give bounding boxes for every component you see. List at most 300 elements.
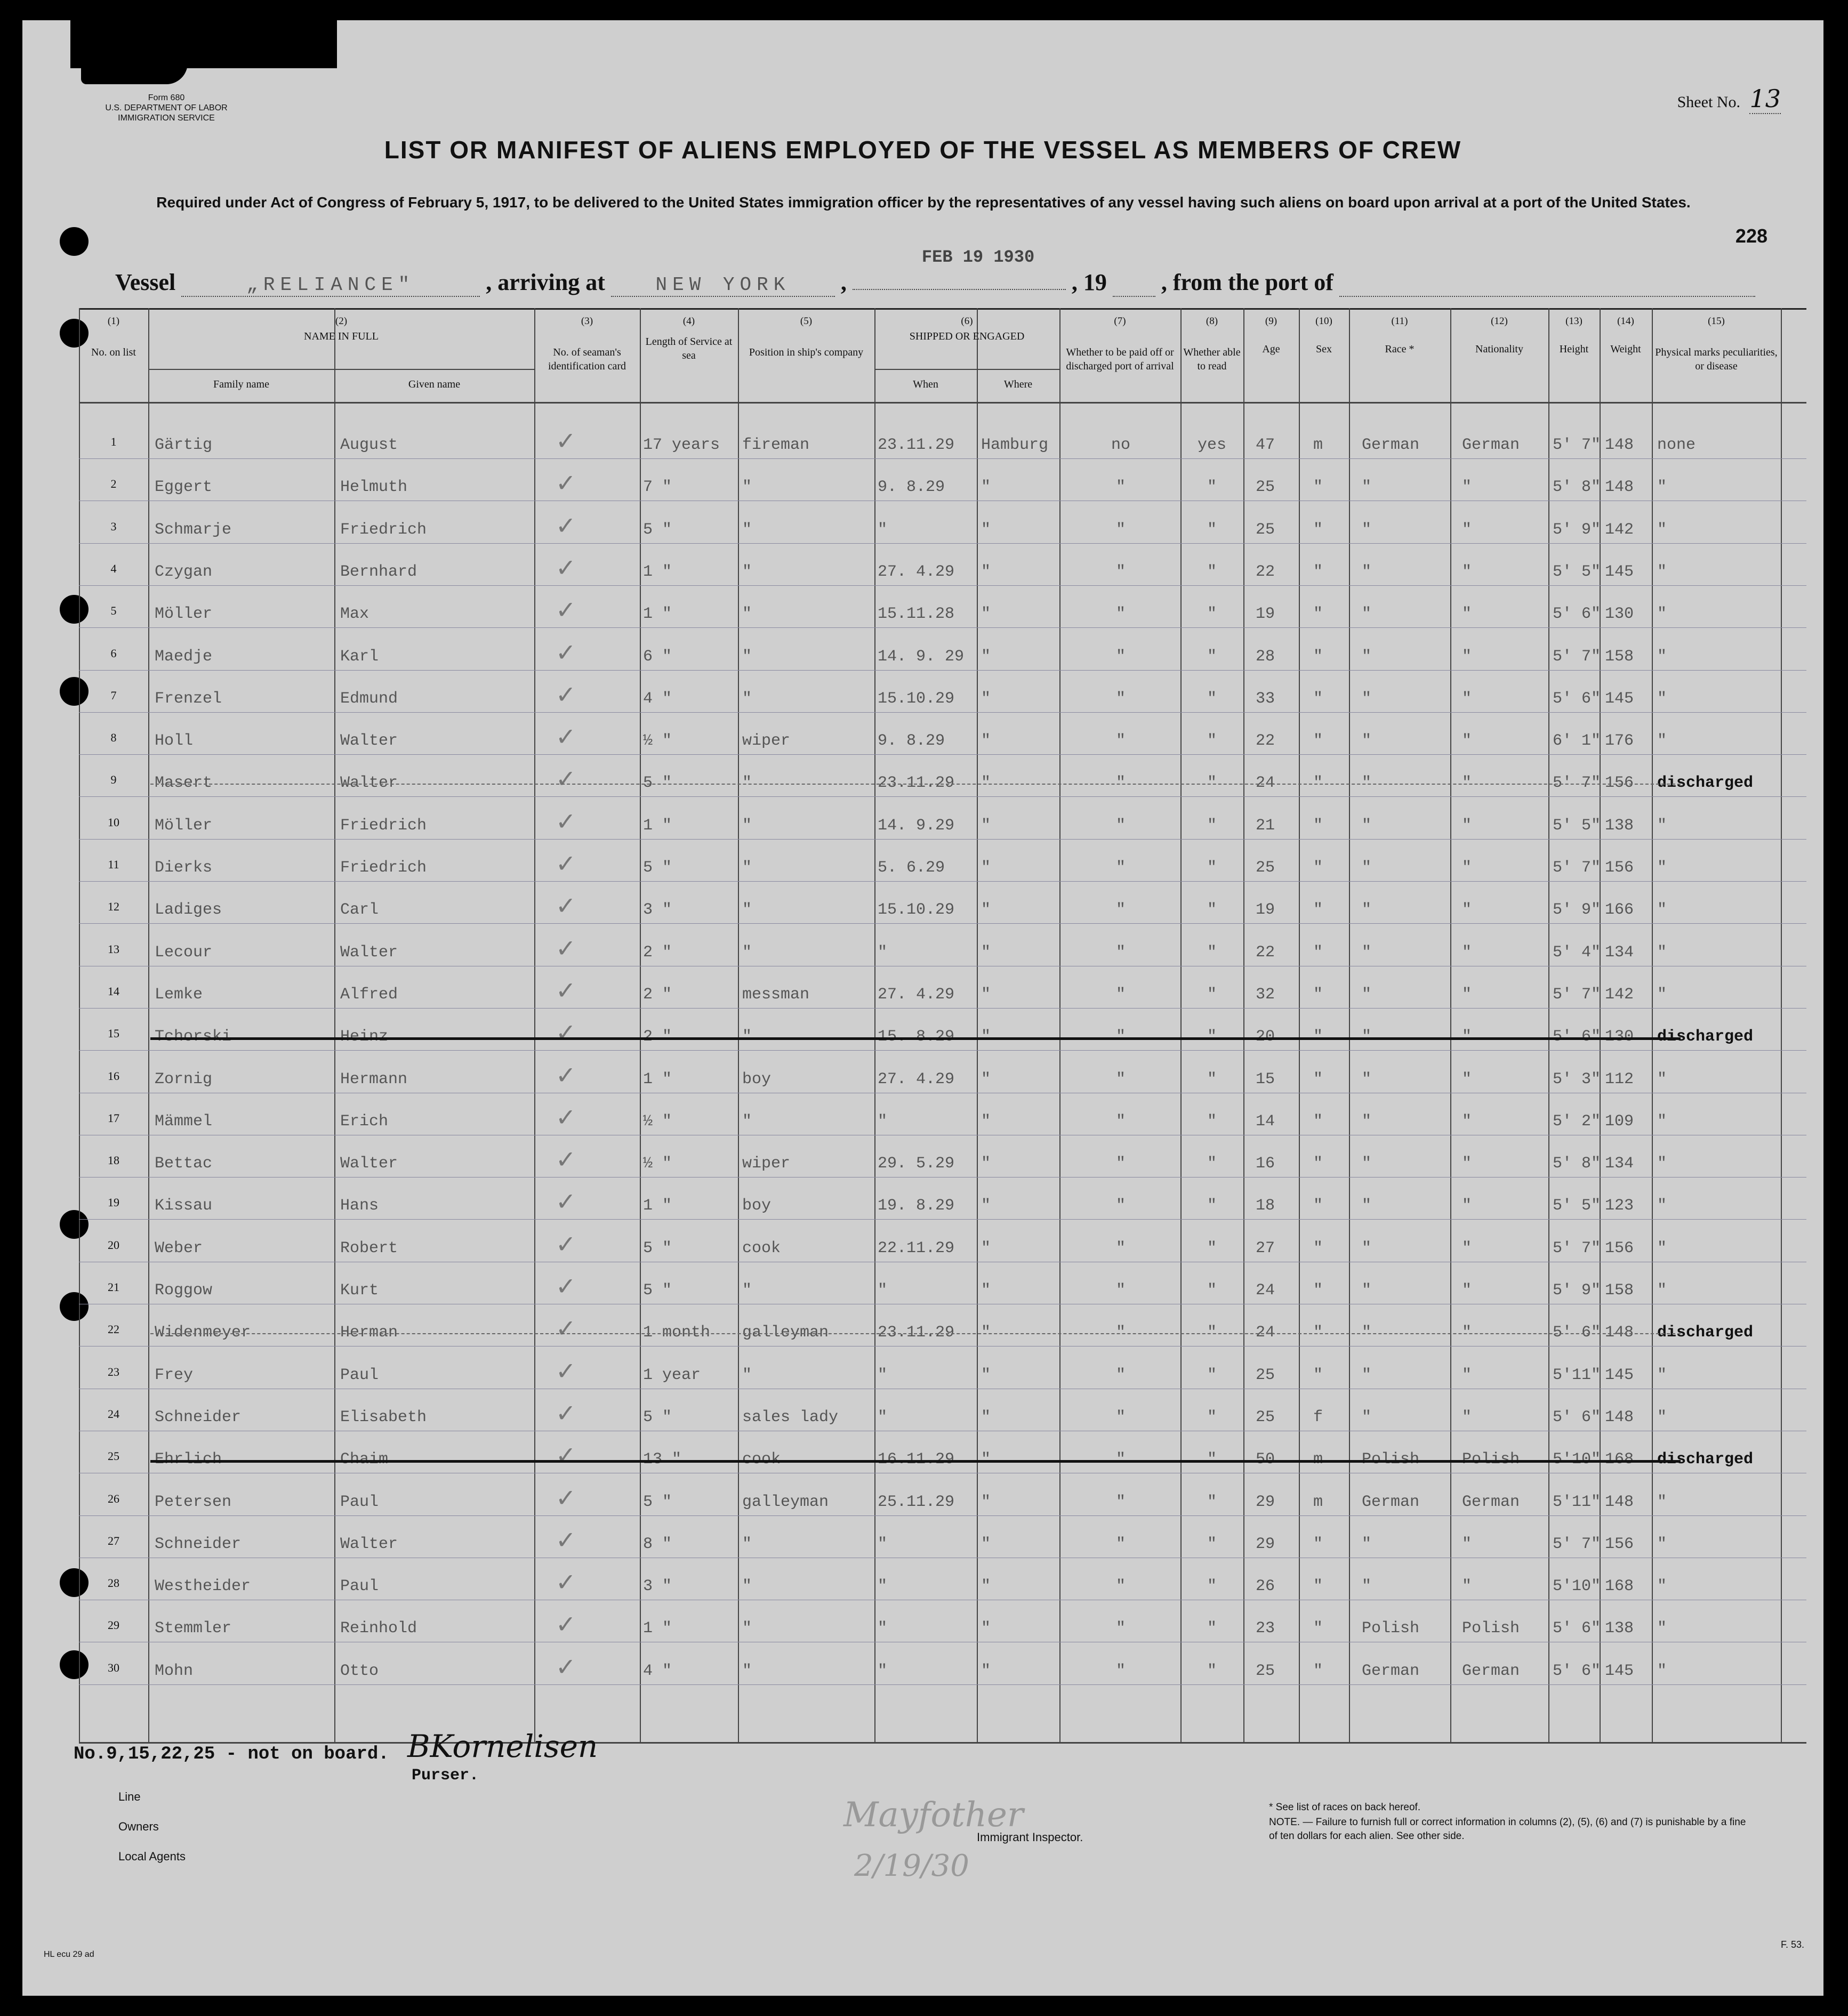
cell-sex: " <box>1313 1028 1323 1046</box>
cell-service: 1 " <box>643 562 672 581</box>
cell-weight: 123 <box>1605 1197 1634 1215</box>
cell-where: " <box>981 732 991 751</box>
cell-when: " <box>878 1281 888 1300</box>
cell-age: 25 <box>1256 520 1275 539</box>
column-divider <box>977 308 978 1742</box>
cell-when: 14. 9.29 <box>878 816 955 835</box>
cell-height: 5' 7" <box>1553 1239 1601 1257</box>
check-mark-icon: ✓ <box>556 1187 576 1216</box>
cell-family: Maedje <box>155 647 213 666</box>
check-mark-icon: ✓ <box>556 638 576 667</box>
punch-hole <box>60 1292 89 1321</box>
cell-marks: " <box>1657 1281 1667 1300</box>
cell-race: " <box>1362 605 1372 624</box>
row-number: 16 <box>108 1069 119 1083</box>
row-rule <box>79 458 1806 459</box>
check-mark-icon: ✓ <box>556 1610 576 1639</box>
cell-marks: " <box>1657 1070 1667 1088</box>
cell-marks: " <box>1657 732 1667 751</box>
cell-family: Schmarje <box>155 520 232 539</box>
cell-weight: 138 <box>1605 1619 1634 1638</box>
check-mark-icon: ✓ <box>556 426 576 455</box>
header-col13-number: (13) <box>1565 316 1582 327</box>
cell-when: 27. 4.29 <box>878 1070 955 1088</box>
cell-given: Hermann <box>340 1070 408 1088</box>
cell-read: yes <box>1197 436 1226 454</box>
cell-when: 9. 8.29 <box>878 478 945 497</box>
cell-paid: " <box>1115 774 1126 793</box>
cell-where: " <box>981 943 991 962</box>
cell-race: Polish <box>1362 1619 1420 1638</box>
cell-paid: " <box>1115 1450 1126 1469</box>
cell-paid: " <box>1115 1155 1126 1173</box>
column-divider <box>1059 308 1060 1742</box>
cell-given: Reinhold <box>340 1619 417 1638</box>
row-rule <box>79 1008 1806 1009</box>
check-mark-icon: ✓ <box>556 1525 576 1554</box>
cell-service: 5 " <box>643 774 672 793</box>
cell-weight: 148 <box>1605 1408 1634 1426</box>
cell-given: Helmuth <box>340 478 408 497</box>
cell-family: Ladiges <box>155 901 222 920</box>
header-col15-number: (15) <box>1708 316 1725 327</box>
cell-age: 27 <box>1256 1239 1275 1257</box>
cell-height: 5' 6" <box>1553 1408 1601 1426</box>
cell-read: " <box>1207 1408 1217 1426</box>
cell-nationality: " <box>1462 1408 1472 1426</box>
cell-when: " <box>878 1662 888 1680</box>
cell-where: " <box>981 1408 991 1426</box>
cell-sex: " <box>1313 1070 1323 1088</box>
cell-when: 15. 8.29 <box>878 1028 955 1046</box>
cell-weight: 156 <box>1605 774 1634 793</box>
cell-given: Alfred <box>340 985 398 1004</box>
row-number: 15 <box>108 1027 119 1041</box>
row-number: 7 <box>110 688 117 702</box>
cell-paid: " <box>1115 1324 1126 1342</box>
row-rule <box>79 923 1806 924</box>
check-mark-icon: ✓ <box>556 1145 576 1174</box>
row-number: 25 <box>108 1449 119 1463</box>
cell-race: " <box>1362 774 1372 793</box>
cell-nationality: " <box>1462 985 1472 1004</box>
cell-race: " <box>1362 689 1372 708</box>
cell-read: " <box>1207 943 1217 962</box>
cell-weight: 130 <box>1605 605 1634 624</box>
header-col1-number: (1) <box>107 316 120 327</box>
row-number: 18 <box>108 1154 119 1167</box>
cell-paid: " <box>1115 1028 1126 1046</box>
column-divider <box>534 308 535 1742</box>
row-number: 30 <box>108 1660 119 1674</box>
cell-service: 5 " <box>643 1408 672 1426</box>
cell-marks: discharged <box>1657 1450 1754 1469</box>
header-col3-number: (3) <box>581 316 593 327</box>
cell-where: " <box>981 1577 991 1596</box>
cell-marks: " <box>1657 1662 1667 1680</box>
cell-sex: " <box>1313 985 1323 1004</box>
cell-family: Bettac <box>155 1155 213 1173</box>
cell-sex: " <box>1313 689 1323 708</box>
cell-height: 5' 9" <box>1553 901 1601 920</box>
cell-read: " <box>1207 1662 1217 1680</box>
cell-nationality: " <box>1462 647 1472 666</box>
row-number: 1 <box>110 435 117 448</box>
cell-age: 16 <box>1256 1155 1275 1173</box>
cell-marks: " <box>1657 1619 1667 1638</box>
cell-family: Lemke <box>155 985 203 1004</box>
cell-when: " <box>878 1577 888 1596</box>
cell-given: Carl <box>340 901 379 920</box>
cell-position: messman <box>742 985 810 1004</box>
cell-read: " <box>1207 985 1217 1004</box>
cell-age: 32 <box>1256 985 1275 1004</box>
cell-age: 50 <box>1256 1450 1275 1469</box>
form-code: F. 53. <box>1780 1939 1804 1950</box>
cell-where: " <box>981 520 991 539</box>
cell-marks: " <box>1657 520 1667 539</box>
cell-when: 27. 4.29 <box>878 562 955 581</box>
cell-where: " <box>981 1155 991 1173</box>
cell-given: Robert <box>340 1239 398 1257</box>
header-col8-number: (8) <box>1206 316 1218 327</box>
check-mark-icon: ✓ <box>556 849 576 878</box>
cell-where: " <box>981 647 991 666</box>
cell-when: 23.11.29 <box>878 774 955 793</box>
cell-family: Frenzel <box>155 689 222 708</box>
purser-label: Purser. <box>412 1767 479 1785</box>
row-rule <box>79 1684 1806 1685</box>
cell-race: German <box>1362 436 1420 454</box>
cell-when: " <box>878 1112 888 1131</box>
check-mark-icon: ✓ <box>556 1272 576 1301</box>
cell-when: 27. 4.29 <box>878 985 955 1004</box>
row-number: 13 <box>108 942 119 956</box>
cell-race: German <box>1362 1662 1420 1680</box>
cell-when: " <box>878 1408 888 1426</box>
header-given-name: Given name <box>408 378 461 390</box>
cell-nationality: " <box>1462 1112 1472 1131</box>
cell-service: 1 year <box>643 1366 701 1384</box>
cell-when: " <box>878 1366 888 1384</box>
cell-position: " <box>742 520 752 539</box>
cell-nationality: " <box>1462 562 1472 581</box>
cell-position: " <box>742 1028 752 1046</box>
column-divider <box>1548 308 1549 1742</box>
cell-given: Erich <box>340 1112 389 1131</box>
cell-read: " <box>1207 1112 1217 1131</box>
header-shipped-where: Where <box>1003 378 1033 390</box>
cell-race: " <box>1362 859 1372 877</box>
strikethrough-line <box>150 1460 1681 1463</box>
cell-position: " <box>742 1366 752 1384</box>
row-number: 9 <box>110 773 117 787</box>
cell-position: " <box>742 1662 752 1680</box>
cell-marks: none <box>1657 436 1696 454</box>
cell-read: " <box>1207 774 1217 793</box>
cell-position: " <box>742 562 752 581</box>
not-on-board-note: No.9,15,22,25 - not on board. <box>74 1744 389 1764</box>
cell-position: sales lady <box>742 1408 839 1426</box>
cell-family: Petersen <box>155 1493 232 1511</box>
column-divider <box>738 308 739 1742</box>
printer-mark: HL ecu 29 ad <box>44 1950 94 1959</box>
cell-race: " <box>1362 478 1372 497</box>
name-subheader-line <box>148 369 534 370</box>
cell-race: " <box>1362 1028 1372 1046</box>
cell-paid: " <box>1115 605 1126 624</box>
cell-paid: " <box>1115 1281 1126 1300</box>
check-mark-icon: ✓ <box>556 722 576 752</box>
header-col4: Length of Service at sea <box>645 336 733 361</box>
year-label: , 19 <box>1071 269 1107 295</box>
cell-age: 25 <box>1256 1366 1275 1384</box>
cell-when: 9. 8.29 <box>878 732 945 751</box>
cell-family: Holl <box>155 732 194 751</box>
cell-age: 15 <box>1256 1070 1275 1088</box>
cell-paid: " <box>1115 816 1126 835</box>
cell-given: Bernhard <box>340 562 417 581</box>
cell-race: " <box>1362 1239 1372 1257</box>
cell-paid: " <box>1115 1366 1126 1384</box>
cell-given: Karl <box>340 647 379 666</box>
row-number: 17 <box>108 1111 119 1125</box>
cell-sex: " <box>1313 901 1323 920</box>
cell-height: 5'11" <box>1553 1366 1601 1384</box>
cell-family: Weber <box>155 1239 203 1257</box>
cell-given: Hans <box>340 1197 379 1215</box>
cell-weight: 142 <box>1605 520 1634 539</box>
cell-family: Mohn <box>155 1662 194 1680</box>
cell-height: 5' 6" <box>1553 1662 1601 1680</box>
inspector-date: 2/19/30 <box>854 1849 969 1883</box>
cell-nationality: " <box>1462 774 1472 793</box>
cell-paid: " <box>1115 1408 1126 1426</box>
cell-paid: no <box>1111 436 1130 454</box>
cell-position: boy <box>742 1070 772 1088</box>
torn-corner-edge <box>81 63 188 84</box>
cell-sex: " <box>1313 1577 1323 1596</box>
cell-given: Herman <box>340 1324 398 1342</box>
cell-where: " <box>981 562 991 581</box>
cell-paid: " <box>1115 1070 1126 1088</box>
cell-read: " <box>1207 1493 1217 1511</box>
cell-when: " <box>878 1619 888 1638</box>
cell-family: Stemmler <box>155 1619 232 1638</box>
sheet-number-label: Sheet No. <box>1677 93 1740 111</box>
cell-given: Friedrich <box>340 816 427 835</box>
cell-read: " <box>1207 1366 1217 1384</box>
cell-given: Walter <box>340 1155 398 1173</box>
cell-when: 5. 6.29 <box>878 859 945 877</box>
cell-paid: " <box>1115 901 1126 920</box>
header-col6: SHIPPED OR ENGAGED <box>909 330 1025 342</box>
row-number: 21 <box>108 1280 119 1294</box>
cell-paid: " <box>1115 1493 1126 1511</box>
row-number: 22 <box>108 1323 119 1336</box>
strikethrough-line <box>150 784 1681 785</box>
sheet-number <box>1677 84 1781 114</box>
cell-service: 1 " <box>643 1619 672 1638</box>
cell-marks: " <box>1657 1366 1667 1384</box>
owners-label: Owners <box>118 1820 159 1833</box>
cell-race: " <box>1362 1112 1372 1131</box>
cell-given: Paul <box>340 1493 379 1511</box>
cell-where: " <box>981 1366 991 1384</box>
cell-weight: 158 <box>1605 1281 1634 1300</box>
cell-service: 6 " <box>643 647 672 666</box>
cell-read: " <box>1207 1070 1217 1088</box>
check-mark-icon: ✓ <box>556 807 576 836</box>
cell-read: " <box>1207 1577 1217 1596</box>
cell-read: " <box>1207 647 1217 666</box>
cell-where: " <box>981 1450 991 1469</box>
cell-race: " <box>1362 1281 1372 1300</box>
cell-age: 23 <box>1256 1619 1275 1638</box>
cell-where: Hamburg <box>981 436 1049 454</box>
cell-nationality: Polish <box>1462 1450 1520 1469</box>
cell-read: " <box>1207 478 1217 497</box>
header-col10-number: (10) <box>1315 316 1332 327</box>
cell-age: 24 <box>1256 1324 1275 1342</box>
cell-height: 5' 7" <box>1553 436 1601 454</box>
header-col12: Nationality <box>1475 343 1523 355</box>
cell-when: " <box>878 520 888 539</box>
header-col4-number: (4) <box>682 316 695 327</box>
cell-marks: " <box>1657 985 1667 1004</box>
cell-paid: " <box>1115 520 1126 539</box>
cell-weight: 142 <box>1605 985 1634 1004</box>
header-col13: Height <box>1559 343 1589 355</box>
header-col5: Position in ship's company <box>749 346 864 358</box>
cell-race: " <box>1362 562 1372 581</box>
cell-position: " <box>742 605 752 624</box>
cell-age: 19 <box>1256 605 1275 624</box>
local-agents-label: Local Agents <box>118 1850 186 1863</box>
check-mark-icon: ✓ <box>556 1314 576 1343</box>
cell-position: " <box>742 901 752 920</box>
cell-marks: " <box>1657 943 1667 962</box>
cell-given: Max <box>340 605 369 624</box>
row-number: 11 <box>108 858 119 871</box>
cell-age: 22 <box>1256 943 1275 962</box>
cell-race: " <box>1362 816 1372 835</box>
cell-family: Schneider <box>155 1408 242 1426</box>
inspector-signature: Mayfother <box>843 1795 1024 1835</box>
cell-age: 24 <box>1256 774 1275 793</box>
cell-race: " <box>1362 901 1372 920</box>
cell-marks: " <box>1657 1535 1667 1553</box>
cell-height: 5' 3" <box>1553 1070 1601 1088</box>
cell-weight: 168 <box>1605 1577 1634 1596</box>
header-col2: NAME IN FULL <box>304 330 379 342</box>
header-col3: No. of seaman's identification card <box>548 346 626 372</box>
check-mark-icon: ✓ <box>556 1229 576 1259</box>
row-rule <box>79 627 1806 628</box>
check-mark-icon: ✓ <box>556 1102 576 1132</box>
line-label: Line <box>118 1790 141 1803</box>
cell-service: 17 years <box>643 436 720 454</box>
cell-where: " <box>981 901 991 920</box>
cell-where: " <box>981 605 991 624</box>
from-port-label: , from the port of <box>1161 269 1333 295</box>
cell-weight: 148 <box>1605 478 1634 497</box>
cell-nationality: " <box>1462 901 1472 920</box>
cell-family: Möller <box>155 816 213 835</box>
cell-sex: " <box>1313 1662 1323 1680</box>
cell-read: " <box>1207 1619 1217 1638</box>
cell-marks: " <box>1657 647 1667 666</box>
cell-marks: " <box>1657 859 1667 877</box>
header-col7-number: (7) <box>1114 316 1126 327</box>
column-divider <box>1781 308 1782 1742</box>
cell-nationality: " <box>1462 1281 1472 1300</box>
from-port-field <box>1339 269 1755 297</box>
torn-corner <box>70 20 337 68</box>
cell-race: " <box>1362 1577 1372 1596</box>
cell-when: 29. 5.29 <box>878 1155 955 1173</box>
cell-weight: 145 <box>1605 562 1634 581</box>
cell-given: Otto <box>340 1662 379 1680</box>
cell-when: 16.11.29 <box>878 1450 955 1469</box>
cell-race: " <box>1362 985 1372 1004</box>
cell-given: Walter <box>340 1535 398 1553</box>
cell-where: " <box>981 774 991 793</box>
cell-where: " <box>981 1493 991 1511</box>
header-family-name: Family name <box>213 378 269 390</box>
cell-height: 5' 7" <box>1553 647 1601 666</box>
row-number: 8 <box>110 731 117 745</box>
cell-marks: " <box>1657 1577 1667 1596</box>
cell-age: 14 <box>1256 1112 1275 1131</box>
cell-age: 25 <box>1256 478 1275 497</box>
cell-paid: " <box>1115 985 1126 1004</box>
cell-paid: " <box>1115 478 1126 497</box>
cell-height: 5' 6" <box>1553 1324 1601 1342</box>
cell-sex: " <box>1313 605 1323 624</box>
cell-nationality: Polish <box>1462 1619 1520 1638</box>
cell-height: 5' 5" <box>1553 816 1601 835</box>
cell-nationality: " <box>1462 1155 1472 1173</box>
cell-where: " <box>981 1324 991 1342</box>
cell-family: Zornig <box>155 1070 213 1088</box>
row-rule <box>79 712 1806 713</box>
vessel-name: „RELIANCE" <box>181 274 480 297</box>
cell-weight: 145 <box>1605 689 1634 708</box>
check-mark-icon: ✓ <box>556 1356 576 1385</box>
cell-age: 47 <box>1256 436 1275 454</box>
cell-service: 2 " <box>643 943 672 962</box>
form-identifier <box>97 93 236 123</box>
cell-marks: " <box>1657 605 1667 624</box>
cell-when: 15.10.29 <box>878 901 955 920</box>
cell-age: 29 <box>1256 1493 1275 1511</box>
cell-given: Chaim <box>340 1450 389 1469</box>
cell-position: " <box>742 774 752 793</box>
cell-position: " <box>742 816 752 835</box>
cell-read: " <box>1207 901 1217 920</box>
cell-read: " <box>1207 1450 1217 1469</box>
row-rule <box>79 670 1806 671</box>
check-mark-icon: ✓ <box>556 764 576 794</box>
cell-sex: " <box>1313 520 1323 539</box>
cell-position: boy <box>742 1197 772 1215</box>
cell-height: 5' 4" <box>1553 943 1601 962</box>
inspector-label: Immigrant Inspector. <box>977 1830 1083 1844</box>
cell-height: 5' 2" <box>1553 1112 1601 1131</box>
cell-position: wiper <box>742 1155 791 1173</box>
cell-paid: " <box>1115 1112 1126 1131</box>
